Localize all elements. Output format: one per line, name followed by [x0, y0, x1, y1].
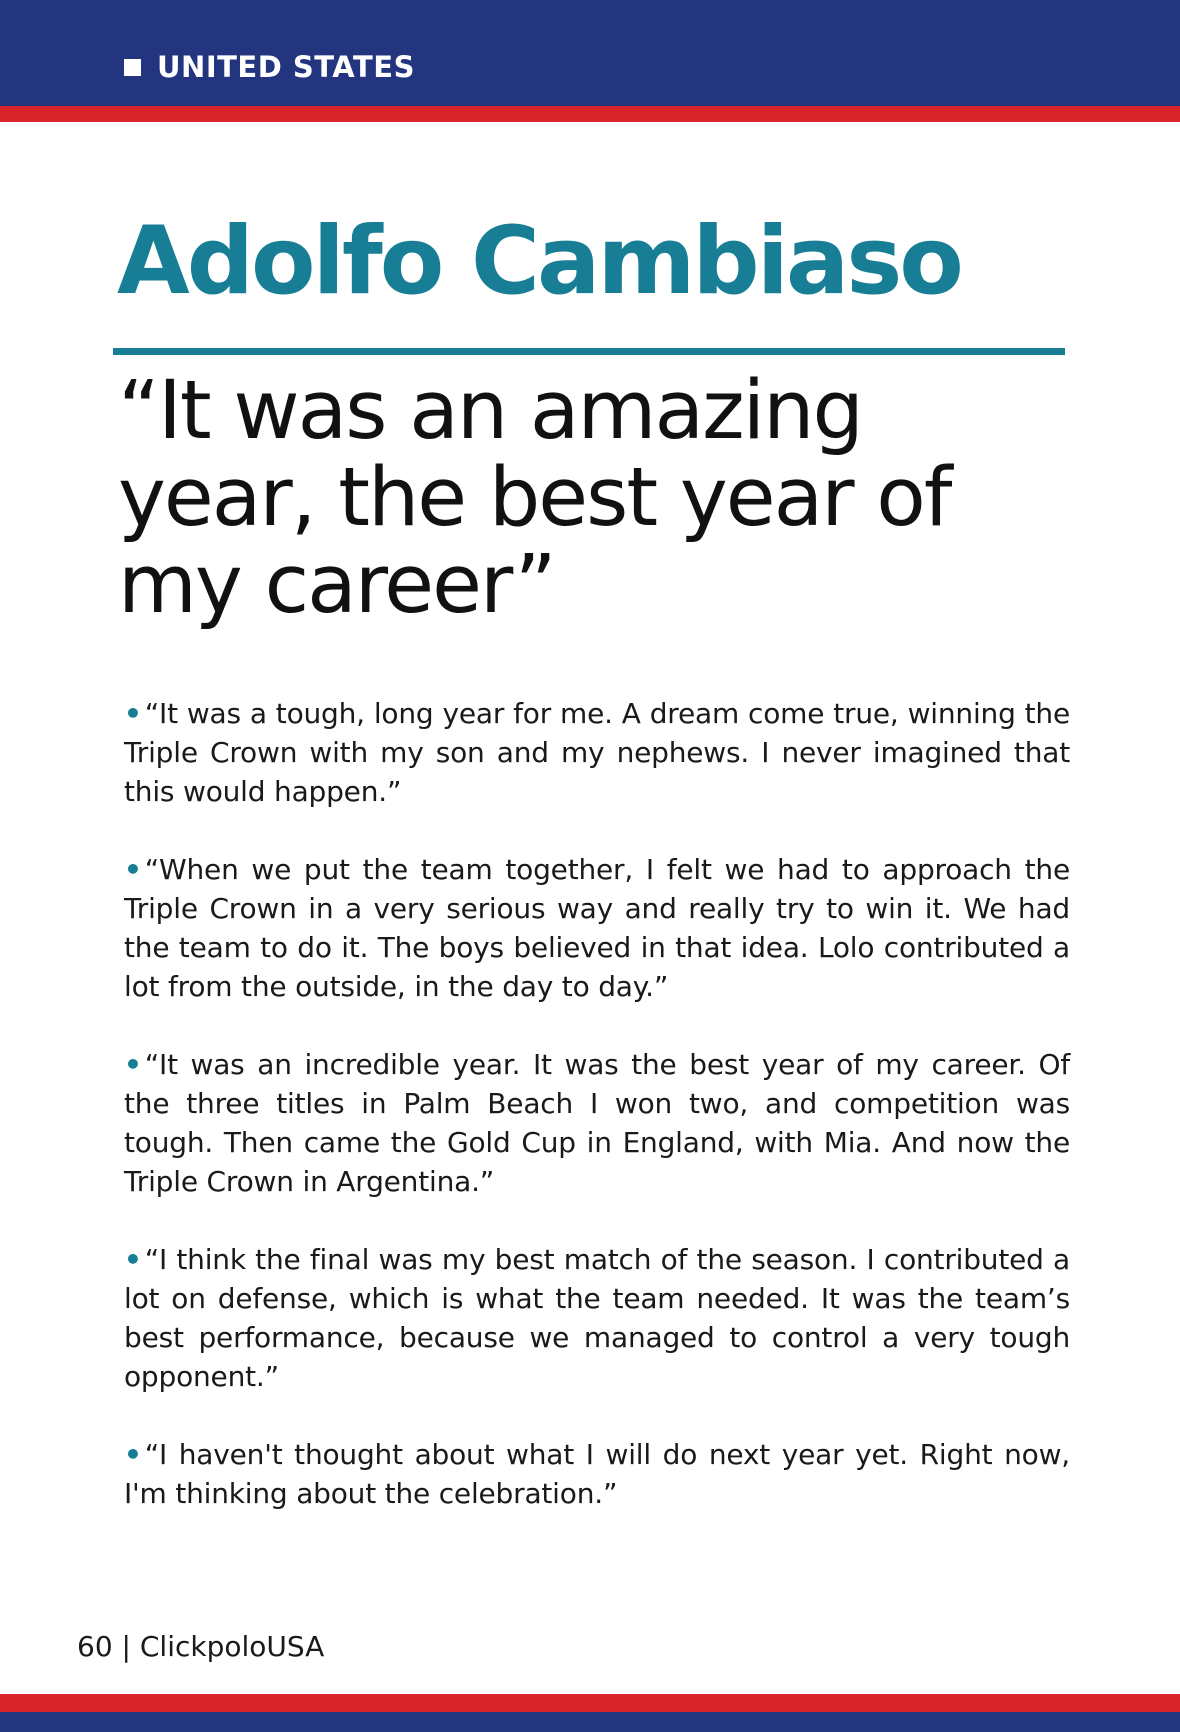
- bullet-icon: •: [124, 1438, 142, 1471]
- footer-band: [0, 1712, 1180, 1732]
- bullet-icon: •: [124, 697, 142, 730]
- headline-quote: “It was an amazing year, the best year of my career”: [118, 364, 951, 632]
- bullet-icon: •: [124, 1243, 142, 1276]
- quote-list: [124, 694, 1070, 1552]
- quote-item: [124, 1240, 1070, 1396]
- page-footer: 60 | ClickpoloUSA: [77, 1630, 325, 1663]
- title-divider: [113, 348, 1065, 355]
- quote-text: “I think the final was my best match of the season. I contributed a lot on defense, which is what the team needed. It was the team’s best performance, because we managed to control a very tough opponent.”: [124, 1243, 1070, 1393]
- section-label: UNITED STATES: [157, 50, 415, 84]
- quote-text: “It was a tough, long year for me. A dream come true, winning the Triple Crown with my son and my nephews. I never imagined that this would happen.”: [124, 697, 1070, 808]
- square-bullet-icon: [124, 59, 141, 76]
- quote-item: [124, 850, 1070, 1006]
- article-title: Adolfo Cambiaso: [117, 207, 961, 316]
- quote-text: “I haven't thought about what I will do next year yet. Right now, I'm thinking about the celebration.”: [124, 1438, 1070, 1510]
- header-stripe: [0, 106, 1180, 122]
- section-tag: [124, 50, 415, 84]
- bullet-icon: •: [124, 853, 142, 886]
- quote-text: “When we put the team together, I felt we had to approach the Triple Crown in a very serious way and really try to win it. We had the team to do it. The boys believed in that idea. Lolo contributed a lot from the outside, in the day to day.”: [124, 853, 1070, 1003]
- footer-stripe: [0, 1694, 1180, 1712]
- quote-item: [124, 1435, 1070, 1513]
- quote-item: [124, 1045, 1070, 1201]
- bullet-icon: •: [124, 1048, 142, 1081]
- quote-text: “It was an incredible year. It was the best year of my career. Of the three titles in Palm Beach I won two, and competition was tough. Then came the Gold Cup in England, with Mia. And now the Triple Crown in Argentina.”: [124, 1048, 1070, 1198]
- quote-item: [124, 694, 1070, 811]
